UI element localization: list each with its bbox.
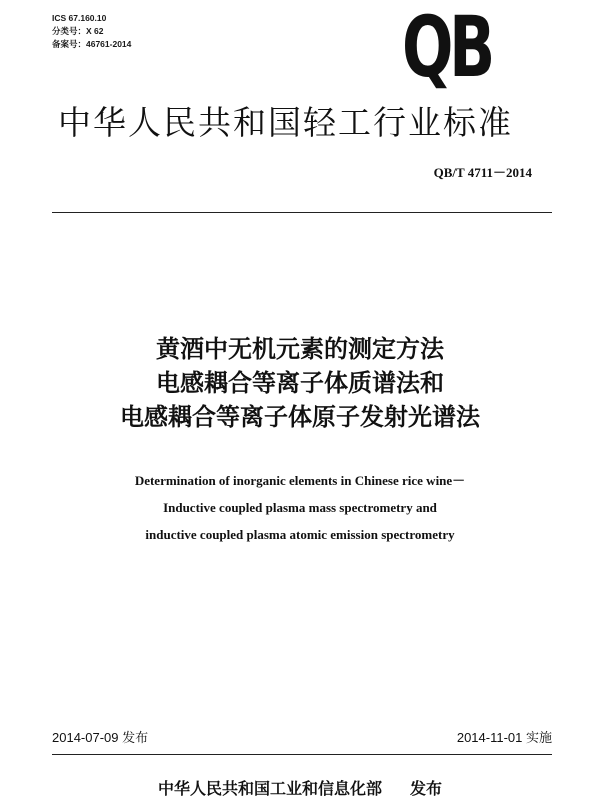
- publisher-action: 发布: [410, 779, 443, 798]
- qb-logo: QB: [402, 0, 491, 96]
- bottom-divider: [52, 754, 552, 755]
- chinese-title-line-2: 电感耦合等离子体质谱法和: [156, 369, 444, 397]
- classification-block: [52, 12, 131, 51]
- english-title-line-3: inductive coupled plasma atomic emission spectrometry: [145, 527, 455, 542]
- chinese-title-line-3: 电感耦合等离子体原子发射光谱法: [120, 403, 480, 431]
- chinese-title-line-1: 黄酒中无机元素的测定方法: [156, 335, 444, 363]
- standard-category-title: 中华人民共和国轻工行业标准: [58, 103, 513, 142]
- category-code: 分类号：X 62: [52, 26, 104, 36]
- publisher-line: [0, 778, 600, 800]
- standard-number: QB/T 4711－2014: [433, 165, 532, 180]
- publisher-name: 中华人民共和国工业和信息化部: [157, 779, 382, 798]
- top-divider: [52, 212, 552, 213]
- issue-date: 2014-07-09 发布: [52, 730, 149, 745]
- chinese-title: [0, 332, 600, 434]
- ics-code: ICS 67.160.10: [52, 13, 107, 23]
- english-title-line-2: Inductive coupled plasma mass spectrometry and: [163, 500, 437, 515]
- english-title-line-1: Determination of inorganic elements in Chinese rice wine－: [134, 473, 466, 488]
- english-title: [0, 467, 600, 548]
- filing-number: 备案号：46761-2014: [52, 39, 132, 49]
- implementation-date: 2014-11-01 实施: [456, 730, 552, 745]
